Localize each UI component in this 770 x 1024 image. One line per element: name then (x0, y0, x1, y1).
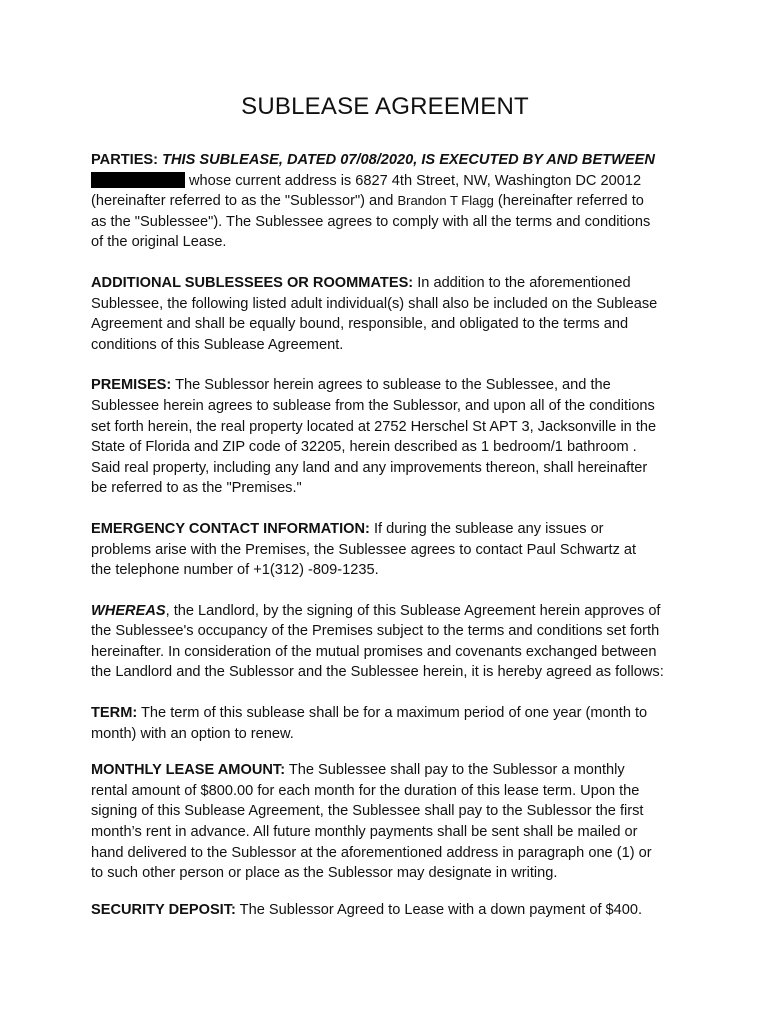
additional-heading: ADDITIONAL SUBLESSEES OR ROOMMATES: (91, 274, 414, 291)
parties-heading: PARTIES: (91, 152, 159, 168)
emergency-contact-section: EMERGENCY CONTACT INFORMATION: If during the sublease any issues or problems arise with the Premises, the Sublessee agrees to contact Paul Schwartz at the telephone number of +1(312) -809-1235. (91, 520, 637, 579)
premises-section: PREMISES: The Sublessor herein agrees to sublease to the Sublessee, and the Sublessee herein agrees to sublease from the Sublessor, and upon all of the conditions set forth herein, the real property located at 2752 Herschel St APT 3, Jacksonville in the State of Florida and ZIP code of 32205, herein described as 1 bedroom/1 bathroom . Said real property, including any land and any improvements thereon, shall hereinafter be referred to as the "Premises." (91, 377, 657, 497)
parties-section: PARTIES: THIS SUBLEASE, DATED 07/08/2020, IS EXECUTED BY AND BETWEEN whose current address is 6827 4th Street, NW, Washington DC 20012 (hereinafter referred to as the "Sublessor") and Brandon T Flagg (hereinafter referred to as the "Sublessee"). The Sublessee agrees to comply with all the terms and conditions of the original Lease. (91, 152, 655, 251)
monthly-lease-section: MONTHLY LEASE AMOUNT: The Sublessee shall pay to the Sublessor a monthly rental amount of $800.00 for each month for the duration of this lease term. Upon the signing of this Sublease Agreement, the Sublessee shall pay to the Sublessor the first month’s rent in advance. All future monthly payments shall be sent shall be mailed or hand delivered to the Sublessor at the aforementioned address in paragraph one (1) or to such other person or place as the Sublessor may designate in writing. (91, 762, 652, 882)
sublessee-name: Brandon T Flagg (397, 193, 494, 209)
security-deposit-section: SECURITY DEPOSIT: The Sublessor Agreed to Lease with a down payment of $400. (91, 901, 643, 918)
term-section: TERM: The term of this sublease shall be for a maximum period of one year (month to month) with an option to renew. (91, 705, 648, 742)
whereas-section: WHEREAS, the Landlord, by the signing of this Sublease Agreement herein approves of the Sublessee's occupancy of the Premises subject to the terms and conditions set forth hereinafter. In consideration of the mutual promises and covenants exchanged between the Landlord and the Sublessor and the Sublessee herein, it is hereby agreed as follows: (91, 602, 664, 681)
emergency-heading: EMERGENCY CONTACT INFORMATION: (91, 520, 370, 537)
redacted-name-block (91, 172, 185, 188)
parties-intro: THIS SUBLEASE, DATED 07/08/2020, IS EXECUTED BY AND BETWEEN (162, 152, 655, 168)
term-heading: TERM: (91, 705, 138, 722)
deposit-heading: SECURITY DEPOSIT: (91, 901, 236, 918)
whereas-heading: WHEREAS (91, 602, 166, 619)
additional-sublessees-section: ADDITIONAL SUBLESSEES OR ROOMMATES: In addition to the aforementioned Sublessee, the following listed adult individual(s) shall also be included on the Sublease Agreement and shall be equally bound, responsible, and obligated to the terms and conditions of this Sublease Agreement. (91, 274, 658, 353)
document-title: SUBLEASE AGREEMENT (241, 93, 529, 120)
premises-heading: PREMISES: (91, 377, 172, 394)
monthly-heading: MONTHLY LEASE AMOUNT: (91, 762, 286, 779)
document-body (91, 150, 691, 940)
